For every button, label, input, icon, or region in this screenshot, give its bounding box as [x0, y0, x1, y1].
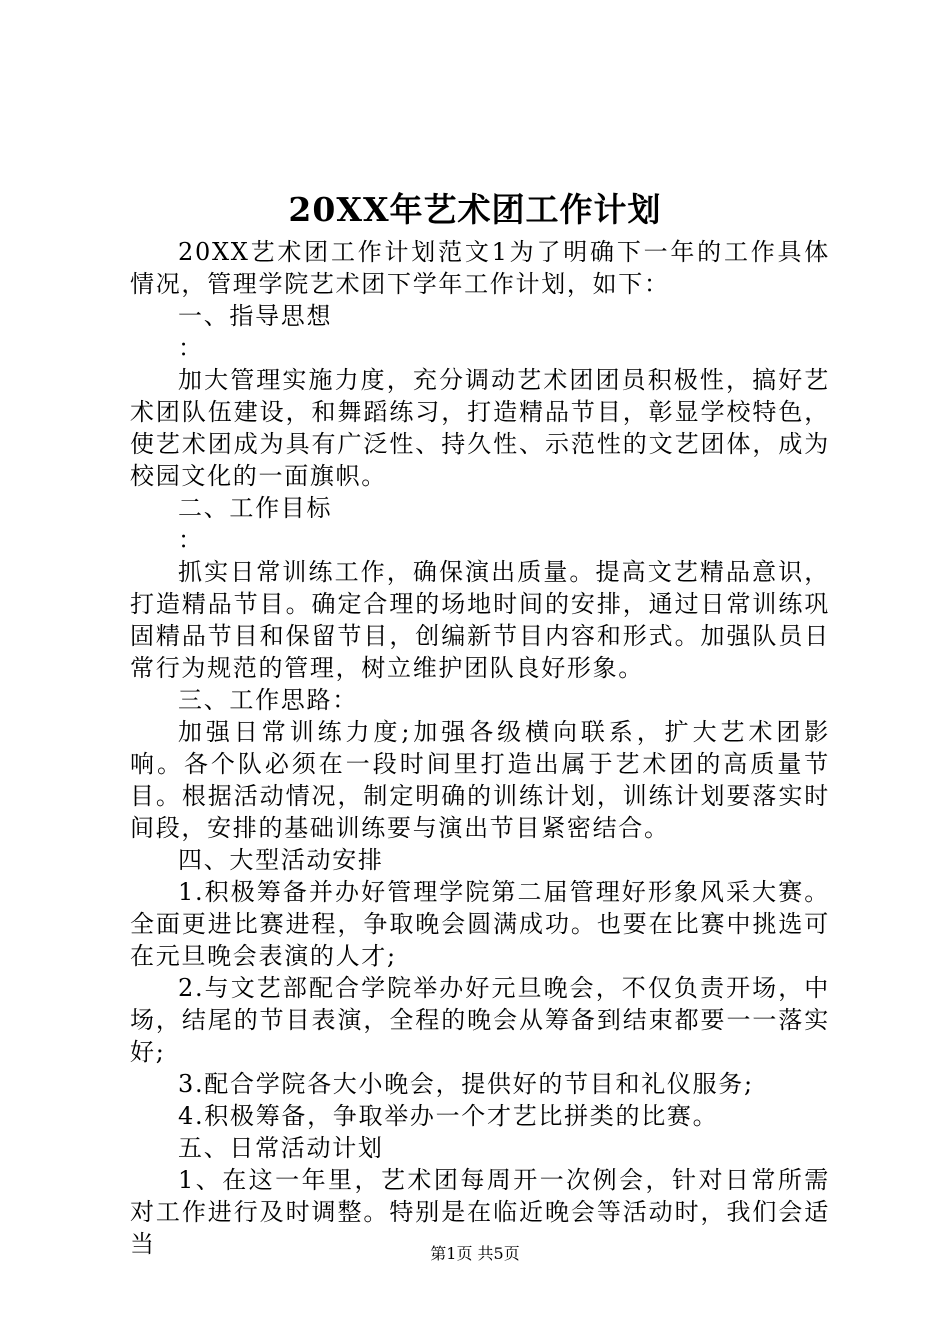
- list-item-event-1: 1.积极筹备并办好管理学院第二届管理好形象风采大赛。全面更进比赛进程，争取晚会圆满成功。也要在比赛中挑选可在元旦晚会表演的人才;: [130, 878, 830, 970]
- list-item-event-3: 3.配合学院各大小晚会，提供好的节目和礼仪服务;: [178, 1070, 754, 1098]
- paragraph-intro: 20XX艺术团工作计划范文1为了明确下一年的工作具体情况，管理学院艺术团下学年工作计划，如下：: [130, 238, 830, 298]
- paragraph-work-approach: 加强日常训练力度;加强各级横向联系，扩大艺术团影响。各个队必须在一段时间里打造出属于艺术团的高质量节目。根据活动情况，制定明确的训练计划，训练计划要落实时间段，安排的基础训练要与演出节目紧密结合。: [130, 718, 830, 842]
- colon-line: ：: [178, 334, 202, 362]
- section-heading-guiding-ideology: 一、指导思想: [178, 302, 333, 330]
- section-heading-major-events: 四、大型活动安排: [178, 846, 384, 874]
- document-body: [130, 236, 830, 1260]
- paragraph-guiding-ideology: 加大管理实施力度，充分调动艺术团团员积极性，搞好艺术团队伍建设，和舞蹈练习，打造精品节目，彰显学校特色，使艺术团成为具有广泛性、持久性、示范性的文艺团体，成为校园文化的一面旗帜。: [130, 366, 830, 490]
- list-item-event-4: 4.积极筹备，争取举办一个才艺比拼类的比赛。: [178, 1102, 719, 1130]
- section-heading-daily-activities: 五、日常活动计划: [178, 1134, 384, 1162]
- document-title: 20XX年艺术团工作计划: [288, 190, 662, 229]
- colon-line: ：: [178, 526, 202, 554]
- section-heading-work-goals: 二、工作目标: [178, 494, 333, 522]
- paragraph-daily-activities: 1、在这一年里，艺术团每周开一次例会，针对日常所需对工作进行及时调整。特别是在临近晚会等活动时，我们会适当: [130, 1166, 830, 1258]
- section-heading-work-approach: 三、工作思路：: [178, 686, 358, 714]
- page-footer: 第1页 共5页: [430, 1244, 520, 1263]
- list-item-event-2: 2.与文艺部配合学院举办好元旦晚会，不仅负责开场，中场，结尾的节目表演，全程的晚会从筹备到结束都要一一落实好;: [130, 974, 830, 1066]
- paragraph-work-goals: 抓实日常训练工作，确保演出质量。提高文艺精品意识，打造精品节目。确定合理的场地时间的安排，通过日常训练巩固精品节目和保留节目，创编新节目内容和形式。加强队员日常行为规范的管理，树立维护团队良好形象。: [130, 558, 830, 682]
